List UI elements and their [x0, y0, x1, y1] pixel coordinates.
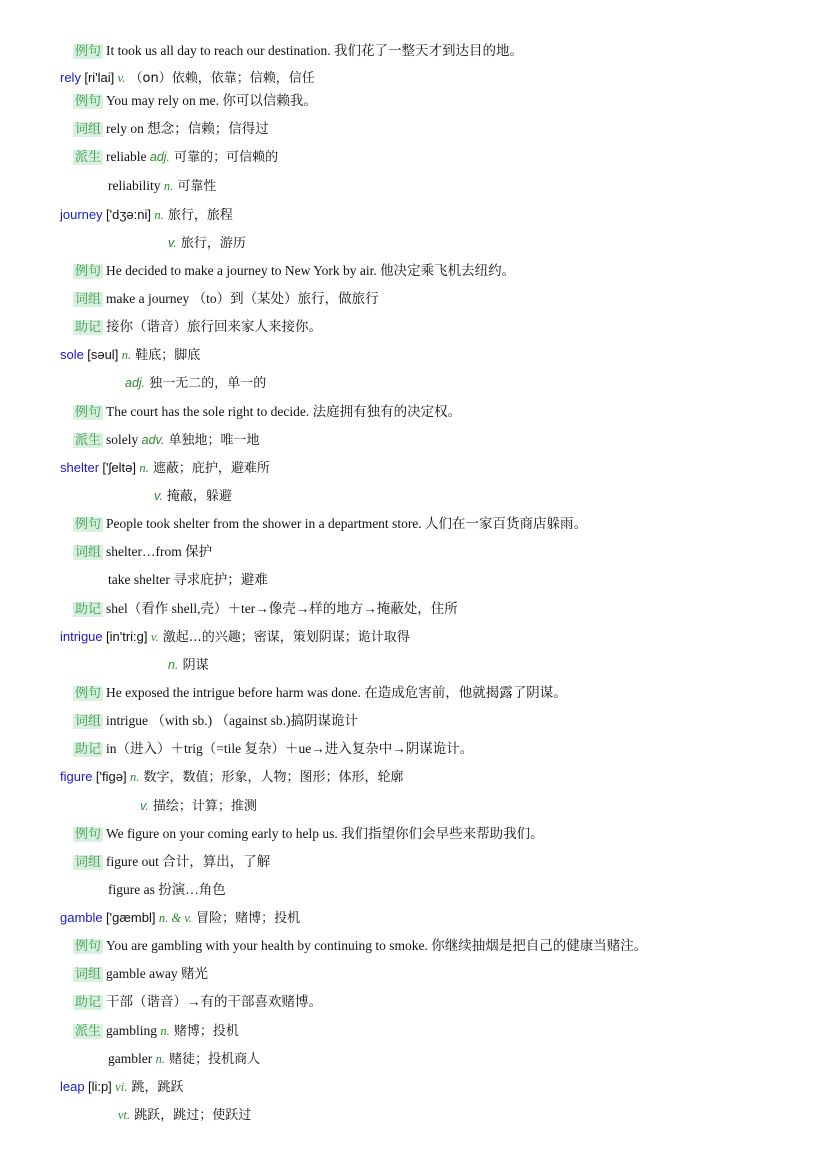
part-of-speech: n. [155, 1052, 165, 1066]
phonetic: ['figə] [95, 769, 127, 784]
additional-sense [168, 656, 209, 674]
headword: journey [60, 207, 103, 222]
derivative-line [73, 431, 259, 449]
entry-headline [60, 206, 233, 224]
line-text: We figure on your coming early to help us. 我们指望你们会早些来帮助我们。 [106, 826, 544, 841]
section-label: 词组 [75, 292, 102, 307]
labeled-line [73, 740, 473, 758]
part-of-speech: v. [168, 236, 177, 250]
labeled-line [73, 543, 212, 561]
headword: leap [60, 1079, 85, 1094]
part-of-speech: n. [129, 770, 140, 784]
part-of-speech: vi. [115, 1080, 128, 1094]
labeled-line [73, 515, 587, 533]
labeled-line [73, 318, 322, 336]
part-of-speech: vt. [118, 1108, 131, 1122]
section-label: 例句 [75, 264, 102, 279]
section-label: 例句 [75, 517, 102, 532]
line-text: in（进入）＋trig（=tile 复杂）＋ue→进入复杂中→阴谋诡计。 [106, 741, 474, 756]
phonetic: [li:p] [87, 1079, 112, 1094]
phonetic: [in'tri:g] [106, 629, 148, 644]
headword: rely [60, 70, 81, 85]
labeled-line [73, 403, 461, 421]
section-label: 派生 [75, 433, 102, 448]
line-text: 接你（谐音）旅行回来家人来接你。 [106, 319, 323, 334]
section-label: 词组 [75, 714, 102, 729]
part-of-speech: v. [154, 489, 163, 503]
part-of-speech: adj. [125, 376, 146, 390]
part-of-speech: n. [154, 208, 164, 222]
phonetic: ['gæmbl] [106, 910, 156, 925]
definition: 旅行，旅程 [163, 208, 233, 223]
part-of-speech: n. [163, 179, 174, 193]
definition: 掩蔽，躲避 [162, 489, 232, 504]
entry-headline [60, 768, 403, 786]
derived-word: solely [106, 432, 142, 447]
section-label: 词组 [75, 855, 102, 870]
definition: 独一无二的，单一的 [145, 376, 267, 391]
labeled-line [73, 42, 523, 60]
definition: 遮蔽；庇护，避难所 [148, 461, 270, 476]
labeled-line [73, 993, 322, 1011]
line-text: figure out 合计，算出，了解 [106, 854, 271, 869]
definition: 旅行，游历 [176, 236, 246, 251]
section-label: 助记 [75, 742, 102, 757]
labeled-line [73, 853, 270, 871]
line-text: intrigue （with sb.) （against sb.)搞阴谋诡计 [106, 713, 358, 728]
labeled-line [73, 290, 379, 308]
additional-sense [154, 487, 232, 505]
line-text: gamble away 赌光 [106, 966, 208, 981]
line-text: 干部（谐音）→有的干部喜欢赌博。 [106, 994, 323, 1009]
part-of-speech: n. [168, 658, 179, 672]
additional-sense [125, 374, 266, 392]
section-label: 派生 [75, 1024, 102, 1039]
entry-headline [60, 346, 200, 364]
phonetic: ['ʃeltə] [102, 460, 136, 475]
additional-sense [118, 1106, 251, 1124]
derived-word: gambling [106, 1023, 161, 1038]
section-label: 例句 [75, 686, 102, 701]
section-label: 例句 [75, 827, 102, 842]
phonetic: [ri'lai] [84, 70, 115, 85]
phrase-line [108, 881, 226, 899]
phonetic: ['dʒə:ni] [106, 207, 151, 222]
line-text: shelter…from 保护 [106, 544, 213, 559]
derivative-line [73, 1022, 239, 1040]
derivative-line [108, 1050, 260, 1068]
labeled-line [73, 92, 317, 110]
line-text: You may rely on me. 你可以信赖我。 [106, 93, 317, 108]
definition: （on）依赖，依靠；信赖，信任 [125, 71, 315, 86]
section-label: 词组 [75, 545, 102, 560]
definition: 赌博；投机 [169, 1024, 239, 1039]
section-label: 例句 [75, 939, 102, 954]
entry-headline [60, 1078, 183, 1096]
section-label: 派生 [75, 150, 102, 165]
derived-word: reliable [106, 149, 150, 164]
definition: 跳，跳跃 [127, 1080, 184, 1095]
section-label: 例句 [75, 44, 102, 59]
definition: 跳跃，跳过；使跃过 [130, 1108, 252, 1123]
definition: 阴谋 [178, 658, 209, 673]
line-text: He decided to make a journey to New York by air. 他决定乘飞机去纽约。 [106, 263, 516, 278]
part-of-speech: n. & v. [158, 911, 192, 925]
additional-sense [168, 234, 246, 252]
line-text: make a journey （to）到（某处）旅行，做旅行 [106, 291, 379, 306]
part-of-speech: n. [121, 348, 132, 362]
part-of-speech: adj. [149, 150, 171, 164]
definition: 鞋底；脚底 [131, 348, 201, 363]
headword: intrigue [60, 629, 103, 644]
labeled-line [73, 120, 269, 138]
part-of-speech: n. [139, 461, 149, 475]
line-text: figure as 扮演…角色 [108, 882, 226, 897]
headword: sole [60, 347, 84, 362]
headword: figure [60, 769, 93, 784]
entry-headline [60, 459, 270, 477]
derived-word: gambler [108, 1051, 156, 1066]
line-text: You are gambling with your health by continuing to smoke. 你继续抽烟是把自己的健康当赌注。 [106, 938, 648, 953]
labeled-line [73, 825, 544, 843]
labeled-line [73, 600, 458, 618]
derived-word: reliability [108, 178, 164, 193]
line-text: The court has the sole right to decide. 法庭拥有独有的决定权。 [106, 404, 462, 419]
derivative-line [73, 148, 278, 166]
labeled-line [73, 684, 567, 702]
section-label: 助记 [75, 602, 102, 617]
section-label: 词组 [75, 967, 102, 982]
definition: 可靠性 [173, 179, 217, 194]
line-text: People took shelter from the shower in a department store. 人们在一家百货商店躲雨。 [106, 516, 588, 531]
section-label: 助记 [75, 320, 102, 335]
line-text: He exposed the intrigue before harm was done. 在造成危害前，他就揭露了阴谋。 [106, 685, 567, 700]
entry-headline [60, 69, 315, 87]
definition: 赌徒；投机商人 [164, 1052, 261, 1067]
line-text: shel（看作 shell,壳）＋ter→像壳→样的地方→掩蔽处，住所 [106, 601, 458, 616]
part-of-speech: v. [140, 799, 149, 813]
derivative-line [108, 177, 216, 195]
line-text: take shelter 寻求庇护；避难 [108, 572, 268, 587]
definition: 描绘；计算；推测 [148, 799, 257, 814]
part-of-speech: adv. [141, 433, 165, 447]
section-label: 例句 [75, 94, 102, 109]
labeled-line [73, 965, 208, 983]
definition: 可靠的；可信赖的 [170, 150, 279, 165]
section-label: 词组 [75, 122, 102, 137]
labeled-line [73, 262, 515, 280]
part-of-speech: v. [117, 71, 126, 85]
phonetic: [səul] [87, 347, 119, 362]
entry-headline [60, 628, 410, 646]
phrase-line [108, 571, 268, 589]
definition: 激起…的兴趣；密谋，策划阴谋；诡计取得 [158, 630, 410, 645]
line-text: It took us all day to reach our destination. 我们花了一整天才到达目的地。 [106, 43, 523, 58]
part-of-speech: n. [160, 1024, 170, 1038]
section-label: 助记 [75, 995, 102, 1010]
definition: 单独地；唯一地 [164, 433, 260, 448]
line-text: rely on 想念；信赖；信得过 [106, 121, 269, 136]
entry-headline [60, 909, 300, 927]
headword: gamble [60, 910, 103, 925]
labeled-line [73, 712, 358, 730]
headword: shelter [60, 460, 100, 475]
labeled-line [73, 937, 647, 955]
section-label: 例句 [75, 405, 102, 420]
part-of-speech: v. [150, 630, 159, 644]
definition: 冒险；赌博；投机 [191, 911, 301, 926]
definition: 数字，数值；形象，人物；图形；体形，轮廓 [139, 770, 404, 785]
additional-sense [140, 797, 257, 815]
